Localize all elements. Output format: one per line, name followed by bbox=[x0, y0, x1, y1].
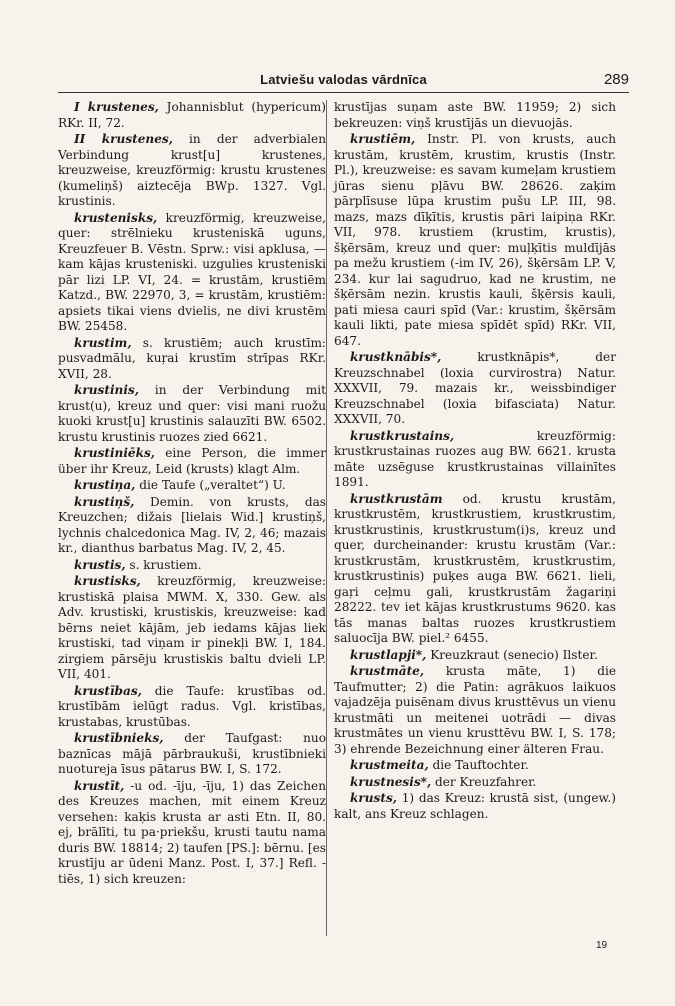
entry-definition: krustījas suņam aste BW. 11959; 2) sich bekreuzen: viņš krustījās un dievuojās. bbox=[334, 100, 616, 130]
entry-definition: der Taufgast: nuo baznīcas mājā pārbraukuši, krustībnieki nuotureja īsus pātarus BW. I, S. 172. bbox=[58, 731, 326, 776]
dictionary-entry bbox=[58, 478, 326, 494]
left-column bbox=[58, 100, 326, 888]
entry-definition: in der Verbindung mit krust(u), kreuz und quer: visi mani ruožu kuoki krust[u] krustinis salauzīti BW. 6502. krustu krustinis ruozes zied 6621. bbox=[58, 383, 326, 444]
dictionary-entry bbox=[58, 336, 326, 383]
dictionary-entry bbox=[58, 731, 326, 778]
entry-definition: krusta māte, 1) die Taufmutter; 2) die Patin: agrākuos laikuos vajadzēja puisēnam divus krusttēvus un vienu krustmāti un meitenei uotrādi — divas krustmātes un vienu krusttēvu BW. I, S. 178; 3) ehrende Bezeichnung einer älteren Frau. bbox=[334, 664, 616, 756]
dictionary-entry bbox=[334, 492, 616, 647]
dictionary-entry bbox=[58, 100, 326, 131]
entry-headword: krustmāte, bbox=[350, 664, 425, 678]
dictionary-entry bbox=[58, 558, 326, 574]
entry-headword: krustis, bbox=[74, 557, 126, 572]
entry-headword: krustiņš, bbox=[74, 494, 135, 509]
entry-headword: krustiņa, bbox=[74, 478, 136, 492]
entry-headword: krustkrustām bbox=[350, 491, 443, 506]
right-column bbox=[334, 100, 616, 823]
dictionary-entry bbox=[334, 648, 616, 664]
entry-headword: krustmeita, bbox=[350, 758, 429, 772]
entry-definition: Kreuzkraut (senecio) Ilster. bbox=[426, 647, 598, 662]
entry-headword: krustībnieks, bbox=[74, 731, 164, 745]
entry-definition: Demin. von krusts, das Kreuzchen; dižais [lielais Wid.] krustiņš, lychnis chalcedonica Mag. IV, 2, 46; mazais kr., dianthus barbatus Mag. IV, 2, 45. bbox=[58, 494, 326, 555]
entry-headword: krustības, bbox=[74, 683, 142, 698]
entry-definition: 1) das Kreuz: krustā sist, (ungew.) kalt, ans Kreuz schlagen. bbox=[334, 791, 616, 821]
dictionary-entry bbox=[334, 350, 616, 428]
entry-definition: kreuzförmig, kreuzweise, quer: strēlnieku krusteniskā uguns, Kreuzfeuer B. Vēstn. Sprw.: visi apklusa, — kam kājas krusteniski. uzgulies krusteniski pār lizi LP. VI, 24. = krustām, krustiēm Katzd., BW. 22970, 3, = krustām, krustiēm: apsiets tikai viens dvielis, ne divi krustēm BW. 25458. bbox=[58, 210, 326, 333]
entry-definition: krustknāpis*, der Kreuzschnabel (loxia curvirostra) Natur. XXXVII, 79. mazais kr., weissbindiger Kreuzschnabel (loxia bifasciata) Natur. XXXVII, 70. bbox=[334, 350, 616, 426]
entry-definition: -u od. -īju, -īju, 1) das Zeichen des Kreuzes machen, mit einem Kreuz versehen: kaķis krusta ar asti Etn. II, 80. ej, brālīti, tu pa·priekšu, krusti tautu nama duris BW. 18814; 2) taufen [PS.]: bērnu. [es krustīju ar ūdeni Manz. Post. I, 37.] Refl. -tiēs, 1) sich kreuzen: bbox=[58, 778, 326, 886]
entry-definition: eine Person, die immer über ihr Kreuz, Leid (krusts) klagt Alm. bbox=[58, 446, 326, 476]
dictionary-entry bbox=[334, 100, 616, 131]
entry-definition: kreuzförmig, kreuzweise: krustiskā plaisa MWM. X, 330. Gew. als Adv. krustiski, krustiskis, kreuzweise: kad bērns neiet kājām, jeb iedams kājas liek krustiski, tad viņam ir pinekļi BW. I, 184. zirgiem pārsēju krustiskis baltu dvieli LP. VII, 401. bbox=[58, 574, 326, 681]
entry-definition: od. krustu krustām, krustkrustēm, krustkrustiem, krustkrustim, krustkrustinis, krustkrustum(i)s, kreuz und quer, durcheinander: krustu krustām (Var.: krustkrustām, krustkrustēm, krustkrustim, krustkrustinis) puķes auga BW. 6621. lieli, gaŗi ceļmu gali, krustkrustām žagariņi 28222. tev iet kājas krustkrustums 9620. kas tās manas baltas ruozes krustkrustiem saluocīja BW. piel.² 6455. bbox=[334, 491, 616, 645]
entry-headword: krusts, bbox=[350, 791, 397, 805]
dictionary-entry bbox=[334, 791, 616, 822]
dictionary-entry bbox=[334, 664, 616, 757]
dictionary-entry bbox=[58, 684, 326, 731]
dictionary-entry bbox=[58, 132, 326, 210]
entry-headword: krustkrustains, bbox=[350, 428, 455, 443]
entry-definition: s. krustiem. bbox=[125, 557, 202, 572]
entry-definition: kreuzförmig: krustkrustainas ruozes aug BW. 6621. krusta māte uzsēguse krustkrustainas villainītes 1891. bbox=[334, 428, 616, 489]
entry-headword: krustiēm, bbox=[350, 132, 416, 146]
dictionary-entry bbox=[58, 495, 326, 557]
page-number: 289 bbox=[603, 71, 629, 88]
dictionary-entry bbox=[58, 211, 326, 335]
dictionary-entry bbox=[334, 775, 616, 791]
dictionary-entry bbox=[58, 574, 326, 683]
entry-definition: in der adverbialen Verbindung krust[u] krustenes, kreuzweise, kreuzförmig: krustu krustenes (kumeliņš) aiztecēja BWp. 1327. Vgl. krustinis. bbox=[58, 132, 326, 208]
dictionary-entry bbox=[58, 383, 326, 445]
entry-headword: krustiniēks, bbox=[74, 446, 156, 460]
running-header bbox=[58, 70, 629, 93]
entry-headword: I krustenes, bbox=[74, 100, 159, 114]
entry-headword: krustīt, bbox=[74, 778, 125, 793]
entry-headword: krustim, bbox=[74, 335, 132, 350]
entry-headword: krustknābis*, bbox=[350, 350, 442, 364]
entry-headword: II krustenes, bbox=[74, 132, 173, 146]
entry-definition: Johannisblut (hypericum) RKr. II, 72. bbox=[58, 100, 326, 130]
entry-headword: krustnesis*, bbox=[350, 774, 432, 789]
dictionary-entry bbox=[334, 758, 616, 774]
entry-headword: krustinis, bbox=[74, 383, 139, 397]
dictionary-entry bbox=[334, 132, 616, 349]
signature-mark: 19 bbox=[596, 940, 608, 951]
entry-definition: die Taufe: krustības od. krustībām ielūgt radus. Vgl. kristības, krustabas, krustūbas. bbox=[58, 683, 326, 729]
entry-headword: krustisks, bbox=[74, 574, 141, 588]
entry-definition: s. krustiēm; auch krustīm: pusvadmālu, kuŗai krustīm strīpas RKr. XVII, 28. bbox=[58, 335, 326, 381]
entry-headword: krustenisks, bbox=[74, 210, 158, 225]
entry-definition: die Taufe („veraltet“) U. bbox=[135, 478, 286, 492]
dictionary-entry bbox=[334, 429, 616, 491]
entry-definition: Instr. Pl. von krusts, auch krustām, krustēm, krustim, krustis (Instr. Pl.), kreuzweise: es savam kumeļam krustiem jūras sienu pļāvu BW. 28626. zaķim pārplīsuse lūpa krustim pušu LP. III, 98. mazs, mazs dīķītis, krustis pāri laipiņa RKr. VII, 978. krustiem (krustim, krustis), šķērsām, kreuz und quer: muļķītis muldījās pa mežu krustiem (-im IV, 26), šķērsām LP. V, 234. kur lai sagudruo, kad ne krustim, ne šķērsām nezin. krustis kauli, šķērsis kauli, pati miesa cauri spīd (Var.: krustim, šķērsām kauli likti, pate miesa spīdēt spīd) RKr. VII, 647. bbox=[334, 132, 616, 348]
dictionary-entry bbox=[58, 446, 326, 477]
running-title: Latviešu valodas vārdnīca bbox=[260, 72, 427, 87]
dictionary-entry bbox=[58, 779, 326, 888]
entry-definition: der Kreuzfahrer. bbox=[431, 774, 537, 789]
column-divider bbox=[326, 100, 327, 936]
entry-definition: die Tauftochter. bbox=[428, 758, 529, 772]
entry-headword: krustlapji*, bbox=[350, 647, 427, 662]
